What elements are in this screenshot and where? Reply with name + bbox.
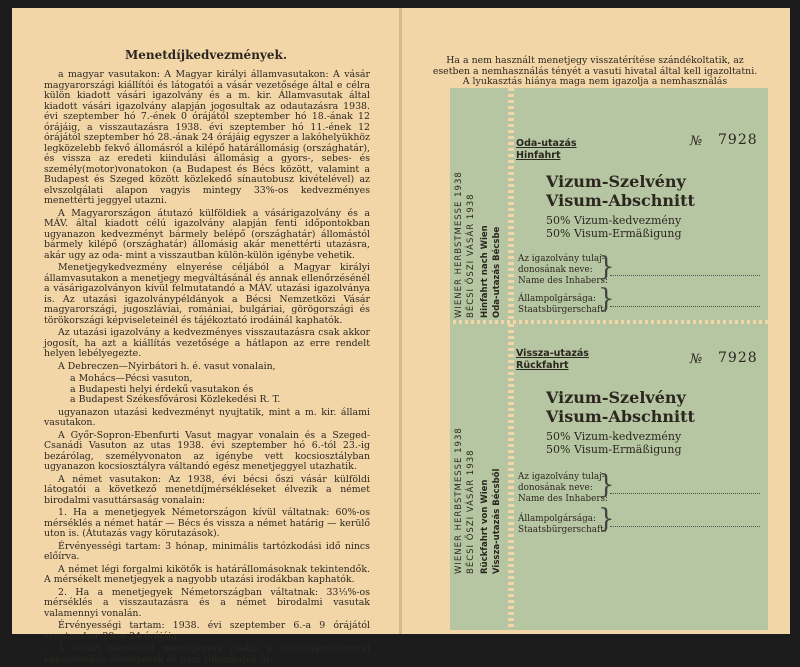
stub-direction-de: Hinfahrt nach Wien <box>480 225 490 318</box>
holder-name-label-hu: Az igazolvány tulaj- <box>518 254 605 264</box>
citizenship-line <box>610 306 760 307</box>
brace-mark: } <box>598 252 615 282</box>
holder-name-line <box>610 493 760 494</box>
paragraph: A vásári mérsékelt menetjegyek csakis a vásárigazolvánnyal kapcsolatban érvényesek és nem ruházhatók át. <box>44 643 370 665</box>
paragraph: Érvényességi tartam: 3 hónap, minimális tartózkodási idő nincs előírva. <box>44 540 370 562</box>
discount-de: 50% Visum-Ermäßigung <box>546 443 682 456</box>
visa-coupon-outbound <box>450 88 768 322</box>
paragraph: A Győr-Sopron-Ebenfurti Vasut magyar vonalain és a Szeged-Csanádi Vasuton az utas 1938. évi szeptember hó 6.-tól 23.-ig bezárólag, személyvonaton az igénybe vett kocsiosztályban ugyanazon kocsiosztályra váltandó egész menetjeggyel utazhatik. <box>44 429 370 472</box>
citizenship-label-hu: Állampolgársága: <box>518 514 596 524</box>
citizenship-label-hu: Állampolgársága: <box>518 294 596 304</box>
brace-mark: } <box>598 284 615 314</box>
coupon-direction-hu: Oda-utazás <box>516 138 577 149</box>
coupon-name-de: Visum-Abschnitt <box>546 191 695 210</box>
stub-fair-name-hu: BÉCSI ŐSZI VÁSÁR 1938 <box>466 449 476 574</box>
paragraph: A Debreczen—Nyirbátori h. é. vasut vonalain, <box>58 360 276 372</box>
stub-fair-name-de: WIENER HERBSTMESSE 1938 <box>454 171 464 318</box>
stub-perforation <box>508 88 514 322</box>
discount-hu: 50% Vizum-kedvezmény <box>546 430 682 443</box>
discount-hu: 50% Vizum-kedvezmény <box>546 214 682 227</box>
paragraph: ugyanazon utazási kedvezményt nyujtatik, mint a m. kir. állami vasutakon. <box>44 406 370 428</box>
refund-note: Ha a nem használt menetjegy visszatérítése szándékoltatik, az esetben a nemhasználás tényét a vasuti hivatal által kell igazoltatni. A lyukasztás hiánya maga nem igazolja a nemhasználás <box>432 55 758 87</box>
coupon-stub <box>450 88 508 322</box>
coupon-direction-de: Hinfahrt <box>516 150 561 161</box>
stub-fair-name-hu: BÉCSI ŐSZI VÁSÁR 1938 <box>466 193 476 318</box>
brace-mark: } <box>598 504 615 534</box>
railway-item: a Mohács—Pécsi vasuton, <box>70 373 193 384</box>
coupon-name-hu: Vizum-Szelvény <box>546 172 686 191</box>
holder-name-line <box>610 275 760 276</box>
paragraph: 1. Ha a menetjegyek Németországon kívül váltatnak: 60%-os mérséklés a német határ — Bécs és vissza a német határig — kerülő uton is. (Átutazás vagy körutazások). <box>44 507 370 539</box>
coupon-number: 7928 <box>718 350 758 366</box>
stub-direction-de: Rückfahrt von Wien <box>480 479 490 574</box>
holder-name-label-hu: Az igazolvány tulaj- <box>518 472 605 482</box>
coupon-direction-hu: Vissza-utazás <box>516 348 589 359</box>
brace-mark: } <box>598 470 615 500</box>
page-heading: Menetdíjkedvezmények. <box>124 48 288 62</box>
stub-direction-hu: Oda-utazás Bécsbe <box>492 226 502 318</box>
paragraph: Az utazási igazolvány a kedvezményes visszautazásra csak akkor jogosít, ha azt a kiállítás vezetősége a hátlapon az erre rendelt helyen lebélyegezte. <box>44 327 370 359</box>
paragraph: Érvényességi tartam: 1938. évi szeptember 6.-a 9 órájától szeptember 29.-e 24 órájáig. <box>44 620 370 642</box>
paragraph: A Magyarországon átutazó külföldiek a vásárigazolvány és a MÁV. által kiadott célú igazolvány alapján fenti időpontokban ugyanazon kedvezményt bármely belépő (országhatár) állomástól bármely kilépő (országhatár) állomásig akár menettérti utazásra, akár ugy az oda- mint a visszautban külön-külön igénybe vehetik. <box>44 207 370 261</box>
visa-coupon-return <box>450 324 768 630</box>
paragraph: Menetjegykedvezmény elnyerése céljából a Magyar királyi államvasutakon a menetjegy megváltásánál és annak ellenőrzésénél a vásárigazolványon kívül felmutatandó a MÁV. utazási igazolványa is. Az utazási igazolványpéldányok a Bécsi Nemzetközi Vásár magyarországi, jugoszláviai, romániai, bulgáriai, görögországi és törökországi képviseleteinél és tájékoztató irodáinál kaphatók. <box>44 262 370 326</box>
left-page <box>12 8 400 665</box>
citizenship-label-de: Staatsbürgerschaft: <box>518 525 607 535</box>
holder-name-label-de: Name des Inhabers: <box>518 276 609 286</box>
citizenship-line <box>610 526 760 527</box>
coupon-number: 7928 <box>718 132 758 148</box>
stub-perforation <box>508 324 514 630</box>
number-sign: № <box>690 134 703 149</box>
holder-name-label-hu-2: donosának neve: <box>518 483 593 493</box>
railway-list <box>70 374 370 406</box>
railway-item: a Budapesti helyi érdekű vasutakon és <box>70 383 254 395</box>
paragraph: A német légi forgalmi kikötők is határállomásoknak tekintendők. A mérsékelt menetjegyek a nagyobb utazási irodákban kaphatók. <box>44 563 370 585</box>
coupon-stub <box>450 324 508 630</box>
paragraph: 2. Ha a menetjegyek Németországban váltatnak: 33⅓%-os mérséklés a visszautazásra és a német birodalmi vasutak valamennyi vonalán. <box>44 586 370 619</box>
coupon-name-de: Visum-Abschnitt <box>546 407 695 426</box>
right-page <box>402 8 790 634</box>
discount-de: 50% Visum-Ermäßigung <box>546 227 682 240</box>
fare-discount-text <box>44 70 370 667</box>
holder-name-label-de: Name des Inhabers: <box>518 494 609 504</box>
coupon-direction-de: Rückfahrt <box>516 360 569 371</box>
paragraph: a magyar vasutakon: A Magyar királyi államvasutakon: A vásár magyarországi kiállítói és látogatói a vásár vezetősége által e célra külön kiadott vásári igazolvány és a m. kir. Államvasutak által kiadott vásári igazolvány alapján jogosultak az odautazásra 1938. évi szeptember hó 7.-ének 0 órájától szeptember hó 18.-ának 12 órájáig, a visszautazásra 1938. évi szeptember hó 11.-ének 12 órájától szeptember hó 28.-ának 24 órájáig egyszer a lakóhelyükhöz legközelebb fekvő állomásról a kilépő határállomásig (országhatár), és vissza az eredeti kiindulási állomásig a gyors-, sebes- és személy(motor)vonatokon (a Budapest és Bécs között, valamint a Budapest és Szeged között közlekedő sínautobusz kivételével) az elvszolgálati alapon vagyis mintegy 33%-os kedvezményes menettérti jeggyel utazni. <box>44 69 370 206</box>
stub-direction-hu: Vissza-utazás Bécsből <box>492 468 502 574</box>
coupon-name-hu: Vizum-Szelvény <box>546 388 686 407</box>
number-sign: № <box>690 352 703 367</box>
holder-name-label-hu-2: donosának neve: <box>518 265 593 275</box>
railway-item: a Budapest Székesfővárosi Közlekedési R. T. <box>70 394 281 405</box>
stub-fair-name-de: WIENER HERBSTMESSE 1938 <box>454 427 464 574</box>
paragraph: A német vasutakon: Az 1938, évi bécsi őszi vásár külföldi látogatói a következő menetdíjmérsékléseket élvezik a német birodalmi vasuttársaság vonalain: <box>44 473 370 506</box>
citizenship-label-de: Staatsbürgerschaft: <box>518 305 607 315</box>
